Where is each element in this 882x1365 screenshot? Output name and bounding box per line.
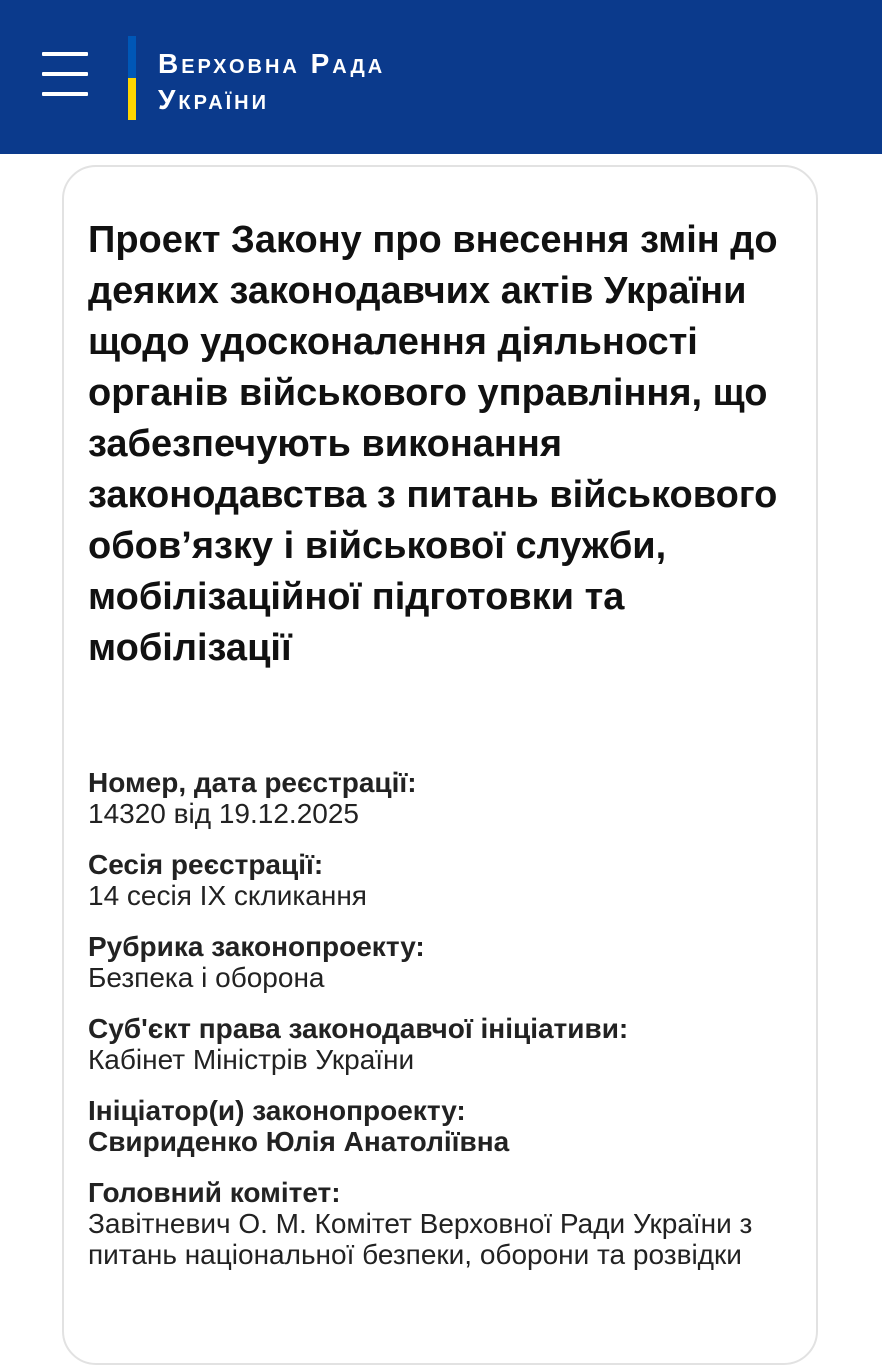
bill-details [88,767,798,1290]
field-label: Номер, дата реєстрації: [88,767,417,798]
flag-stripe-icon [128,36,136,120]
field-subject [88,1013,798,1075]
bill-card [62,165,818,1365]
hamburger-menu-icon[interactable] [42,52,88,98]
field-value: 14 сесія IX скликання [88,880,367,911]
site-logo[interactable] [158,46,385,118]
field-rubric [88,931,798,993]
field-committee [88,1177,798,1270]
initiator-link[interactable]: Свириденко Юлія Анатоліївна [88,1126,510,1157]
field-label: Рубрика законопроекту: [88,931,425,962]
logo-line-1: Верховна Рада [158,48,386,79]
logo-line-2: України [158,84,269,115]
field-value: Кабінет Міністрів України [88,1044,415,1075]
field-value: 14320 від 19.12.2025 [88,798,359,829]
field-label: Головний комітет: [88,1177,341,1208]
bill-title: Проект Закону про внесення змін до деяких законодавчих актів України щодо удосконалення діяльності органів військового управління, що забезпечують виконання законодавства з питань військового обов’язку і військової служби, мобілізаційної підготовки та мобілізації [88,219,778,669]
field-label: Сесія реєстрації: [88,849,324,880]
field-registration [88,767,798,829]
field-value: Завітневич О. М. Комітет Верховної Ради України з питань національної безпеки, оборони та розвідки [88,1208,753,1270]
field-label: Суб'єкт права законодавчої ініціативи: [88,1013,629,1044]
field-label: Ініціатор(и) законопроекту: [88,1095,466,1126]
field-session [88,849,798,911]
field-value: Безпека і оборона [88,962,325,993]
field-initiator [88,1095,798,1157]
site-header [0,0,882,154]
